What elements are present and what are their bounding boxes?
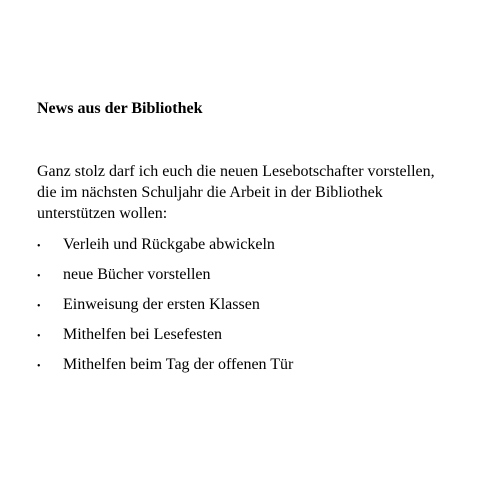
list-item	[37, 265, 293, 295]
bullet-icon: •	[37, 361, 41, 372]
list-item-text: Verleih und Rückgabe abwickeln	[63, 236, 275, 253]
list-item-text: Einweisung der ersten Klassen	[63, 296, 260, 313]
bullet-list	[37, 235, 293, 385]
list-item-text: neue Bücher vorstellen	[63, 266, 211, 283]
list-item	[37, 355, 293, 385]
document-title: News aus der Bibliothek	[37, 100, 203, 117]
list-item	[37, 235, 293, 265]
bullet-icon: •	[37, 331, 41, 342]
list-item	[37, 325, 293, 355]
bullet-icon: •	[37, 241, 41, 252]
intro-paragraph	[37, 161, 477, 224]
bullet-icon: •	[37, 271, 41, 282]
list-item	[37, 295, 293, 325]
list-item-text: Mithelfen bei Lesefesten	[63, 326, 223, 343]
bullet-icon: •	[37, 301, 41, 312]
intro-line: Ganz stolz darf ich euch die neuen Lesebotschafter vorstellen,	[37, 163, 435, 180]
intro-line: die im nächsten Schuljahr die Arbeit in der Bibliothek	[37, 184, 383, 201]
list-item-text: Mithelfen beim Tag der offenen Tür	[63, 356, 294, 373]
intro-line: unterstützen wollen:	[37, 205, 168, 222]
